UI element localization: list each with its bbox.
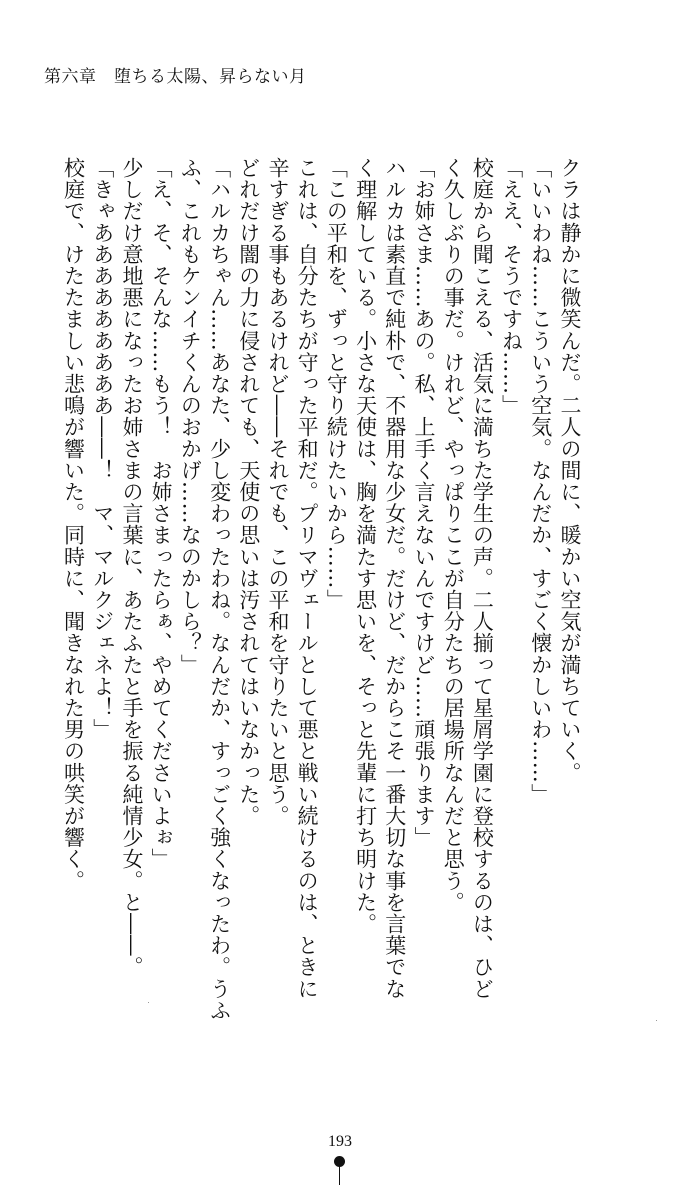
text-line: 校庭で、けたたましい悲鳴が響いた。同時に、聞きなれた男の哄笑が響く。 [61,157,86,892]
text-line: これは、自分たちが守った平和だ。プリマヴェールとして悪と戦い続けるのは、ときに [295,157,320,1000]
text-line: クラは静かに微笑んだ。二人の間に、暖かい空気が満ちていく。 [558,157,582,784]
text-line: 辛すぎる事もあるけれど――それでも、この平和を守りたいと思う。 [265,157,290,827]
text-line: 「え、そ、そんな……もう！ お姉さまったらぁ、やめてくださいよぉ」 [149,157,174,870]
text-line: 校庭から聞こえる、活気に満ちた学生の声。二人揃って星屑学園に登校するのは、ひど [470,157,495,1000]
text-line: 「お姉さま……あの。私、上手く言えないんですけど……頑張ります」 [411,157,436,849]
text-line: 「ええ、そうですね……」 [499,157,524,417]
page-ornament-line [339,1166,340,1185]
text-line: ハルカは素直で純朴で、不器用な少女だ。だけど、だからこそ一番大切な事を言葉でな [382,157,407,1000]
text-line: 「ハルカちゃん……あなた、少し変わったわね。なんだか、すっごく強くなったわ。うふ [207,157,232,1021]
page-number: 193 [328,1133,352,1150]
text-line: 「この平和を、ずっと守り続けたいから……」 [324,157,349,611]
scan-speck [656,1020,657,1021]
text-line: どれだけ闇の力に侵されても、天使の思いは汚されてはいなかった。 [236,157,261,827]
text-line: く理解している。小さな天使は、胸を満たす思いを、そっと先輩に打ち明けた。 [353,157,378,935]
scan-speck [148,1002,149,1003]
text-line: 少しだけ意地悪になったお姉さまの言葉に、あたふたと手を振る純情少女。と――。 [119,157,144,978]
novel-text-block [58,157,584,1021]
text-line: く久しぶりの事だ。けれど、やっぱりここが自分たちの居場所なんだと思う。 [441,157,466,913]
text-line: ふ、これもケンイチくんのおかげ……なのかしら？」 [178,157,203,676]
text-line: 「きゃあああああああああ――！ マ、マルクジェネよ！」 [90,157,115,741]
chapter-title: 第六章 堕ちる太陽、昇らない月 [44,67,307,87]
text-line: 「いいわね……こういう空気。なんだか、すごく懐かしいわ……」 [528,157,553,805]
